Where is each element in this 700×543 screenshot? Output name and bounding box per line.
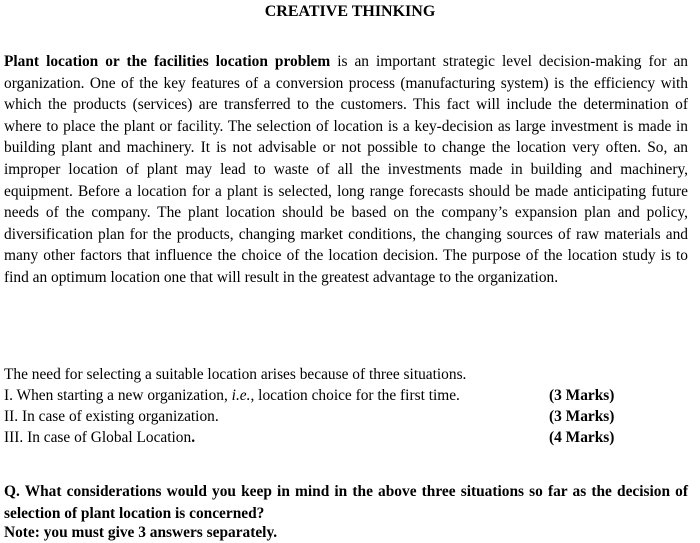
intro-body: is an important strategic level decision-making for an organization. One of the key features of a conversion process (manufacturing system) is the efficiency with which the products (services) are transferred to the customers. This fact will include the determination of where to place the plant or facility. The selection of location is a key-decision as large investment is made in building plant and machinery. It is not advisable or not possible to change the location very often. So, an improper location of plant may lead to waste of all the investments made in building and machinery, equipment. Before a location for a plant is selected, long range forecasts should be made anticipating future needs of the company. The plant location should be based on the company’s expansion plan and policy, diversification plan for the products, changing market conditions, the changing sources of raw materials and many other factors that influence the choice of the location decision. The purpose of the location study is to find an optimum location one that will result in the greatest advantage to the organization. <box>4 53 688 286</box>
situation-1-marks: (3 Marks) <box>549 387 615 404</box>
situation-item-1 <box>4 385 460 407</box>
situation-3-period: . <box>191 429 196 446</box>
situation-item-3 <box>4 427 195 449</box>
situation-3-text: III. In case of Global Location <box>4 429 192 446</box>
situation-2-marks: (3 Marks) <box>549 408 615 425</box>
intro-paragraph <box>4 51 688 289</box>
page-title: CREATIVE THINKING <box>264 3 436 20</box>
situation-2-text: II. In case of existing organization. <box>4 408 219 425</box>
question-text: Q. What considerations would you keep in mind in the above three situations so far as the decision of selection of plant location is concerned? <box>4 483 688 522</box>
situation-1-italic: i.e. <box>231 387 251 404</box>
situation-1-text: I. When starting a new organization, <box>4 387 232 404</box>
note-text: Note: you must give 3 answers separately. <box>4 524 278 541</box>
situation-3-marks: (4 Marks) <box>549 429 615 446</box>
situation-1-text-end: , location choice for the first time. <box>250 387 460 404</box>
intro-lead-term: Plant location or the facilities location problem <box>4 53 331 70</box>
situations-lead: The need for selecting a suitable location arises because of three situations. <box>4 366 467 383</box>
situation-item-2 <box>4 406 219 428</box>
